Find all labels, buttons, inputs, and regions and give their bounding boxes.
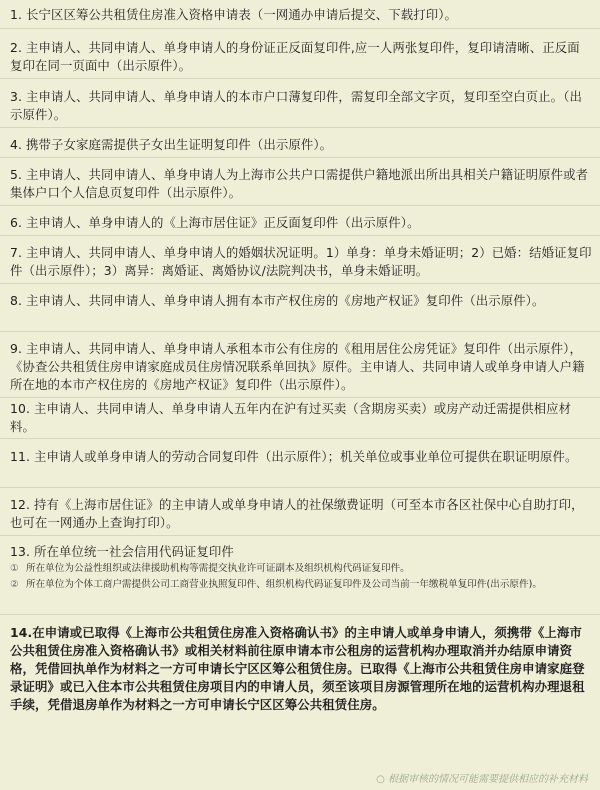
list-item-9: 9. 主申请人、共同申请人、单身申请人承租本市公有住房的《租用居住公房凭证》复印件（出示原件），《协查公共租赁住房申请家庭成员住房情况联系单回执》原件。主申请人、共同申请人或单身申请人户籍所在地的本市产权住房的《房地产权证》复印件（出示原件）。 bbox=[10, 341, 585, 392]
sub-item-text: 所在单位为公益性组织或法律援助机构等需提交执业许可证副本及组织机构代码证复印件。 bbox=[26, 563, 410, 574]
list-item-1: 1. 长宁区区筹公共租赁住房准入资格申请表（一网通办申请后提交、下载打印）。 bbox=[10, 7, 458, 22]
divider bbox=[0, 331, 600, 332]
divider bbox=[0, 127, 600, 128]
list-item-7: 7. 主申请人、共同申请人、单身申请人的婚姻状况证明。1）单身：单身未婚证明；2）已婚：结婚证复印件（出示原件）；3）离异：离婚证、离婚协议/法院判决书，单身未婚证明。 bbox=[10, 245, 592, 278]
list-item-8: 8. 主申请人、共同申请人、单身申请人拥有本市产权住房的《房地产权证》复印件（出示原件）。 bbox=[10, 293, 545, 308]
list-item-4: 4. 携带子女家庭需提供子女出生证明复印件（出示原件）。 bbox=[10, 137, 333, 152]
sub-item-marker: ① bbox=[10, 563, 19, 574]
list-item-3: 3. 主申请人、共同申请人、单身申请人的本市户口薄复印件，需复印全部文字页，复印至空白页止。（出示原件）。 bbox=[10, 89, 582, 122]
sub-item-marker: ② bbox=[10, 579, 19, 590]
divider bbox=[0, 397, 600, 398]
list-item-12: 12. 持有《上海市居住证》的主申请人或单身申请人的社保缴费证明（可至本市各区社保中心自助打印，也可在一网通办上查询打印）。 bbox=[10, 497, 584, 530]
divider bbox=[0, 205, 600, 206]
list-item-13: 13. 所在单位统一社会信用代码证复印件 bbox=[10, 544, 234, 559]
list-item-11: 11. 主申请人或单身申请人的劳动合同复印件（出示原件）；机关单位或事业单位可提供在职证明原件。 bbox=[10, 449, 578, 464]
sub-item-text: 所在单位为个体工商户需提供公司工商营业执照复印件、组织机构代码证复印件及公司当前一年缴税单复印件(出示原件)。 bbox=[26, 579, 542, 590]
list-item-5: 5. 主申请人、共同申请人、单身申请人为上海市公共户口需提供户籍地派出所出具相关户籍证明原件或者集体户口个人信息页复印件（出示原件）。 bbox=[10, 167, 589, 200]
divider bbox=[0, 28, 600, 29]
footnote: ○ 根据审核的情况可能需要提供相应的补充材料 bbox=[376, 774, 588, 785]
divider bbox=[0, 283, 600, 284]
list-item-10: 10. 主申请人、共同申请人、单身申请人五年内在沪有过买卖（含期房买卖）或房产动迁需提供相应材料。 bbox=[10, 401, 572, 434]
divider bbox=[0, 614, 600, 615]
divider bbox=[0, 438, 600, 439]
divider bbox=[0, 235, 600, 236]
sub-item-1 bbox=[10, 562, 592, 576]
divider bbox=[0, 487, 600, 488]
divider bbox=[0, 78, 600, 79]
divider bbox=[0, 157, 600, 158]
list-item-14: 14.在申请或已取得《上海市公共租赁住房准入资格确认书》的主申请人或单身申请人，须携带《上海市公共租赁住房准入资格确认书》或相关材料前往原申请本市公租房的运营机构办理取消并办结原申请资格，凭借回执单作为材料之一方可申请长宁区区筹公租赁住房。已取得《上海市公共租赁住房申请家庭登录证明》或已入住本市公共租赁住房项目内的申请人员，须至该项目房源管理所在地的运营机构办理退租手续，凭借退房单作为材料之一方可申请长宁区区筹公共租赁住房。 bbox=[10, 625, 585, 712]
list-item-6: 6. 主申请人、单身申请人的《上海市居住证》正反面复印件（出示原件）。 bbox=[10, 215, 420, 230]
list-item-2: 2. 主申请人、共同申请人、单身申请人的身份证正反面复印件,应一人两张复印件，复印请清晰、正反面复印在同一页面中（出示原件）。 bbox=[10, 40, 580, 73]
divider bbox=[0, 535, 600, 536]
sub-item-2 bbox=[10, 578, 592, 592]
